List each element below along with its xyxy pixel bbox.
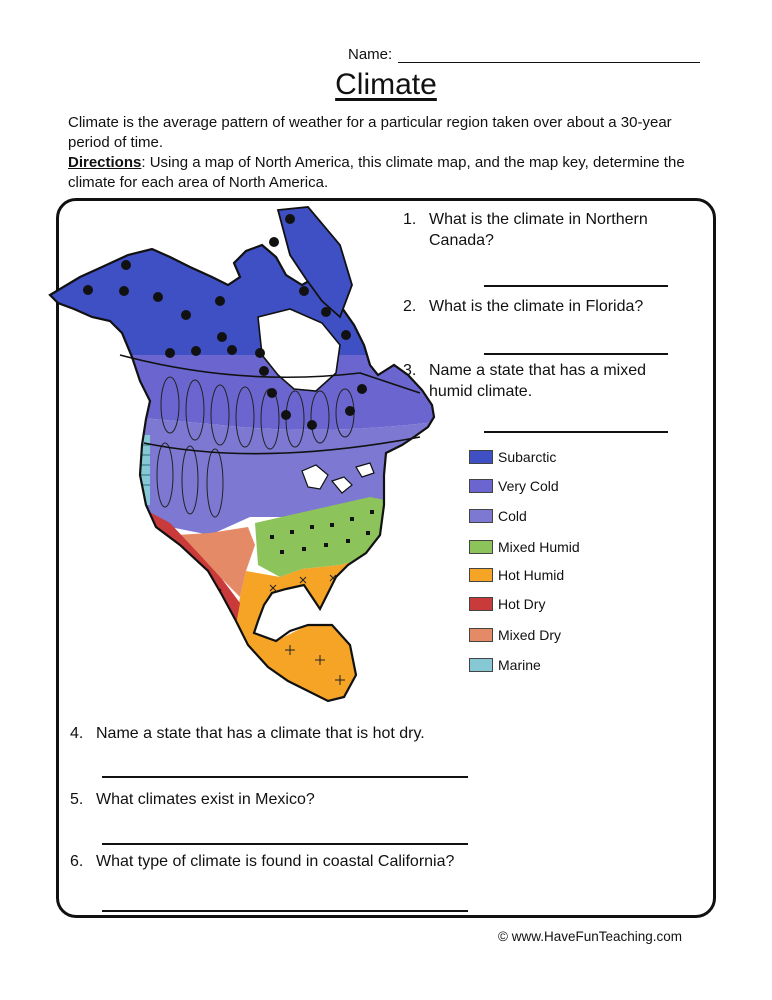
legend-hot-humid-label: Hot Humid xyxy=(498,567,565,583)
legend-hot-dry xyxy=(469,595,545,613)
legend-very-cold-label: Very Cold xyxy=(498,478,559,494)
legend-marine-swatch xyxy=(469,658,493,672)
name-label: Name: xyxy=(348,46,393,63)
legend-hot-humid-swatch xyxy=(469,568,493,582)
question-5-text: What climates exist in Mexico? xyxy=(96,791,315,808)
copyright: © www.HaveFunTeaching.com xyxy=(498,929,683,944)
legend-mixed-dry xyxy=(469,626,561,644)
legend-hot-humid xyxy=(469,566,564,584)
legend-mixed-dry-label: Mixed Dry xyxy=(498,627,562,643)
question-1-text-cont: Canada? xyxy=(429,232,494,249)
answer-line-4[interactable] xyxy=(102,776,468,778)
question-1 xyxy=(403,209,703,251)
question-5-number: 5. xyxy=(70,791,84,808)
question-6-number: 6. xyxy=(70,853,84,870)
question-4 xyxy=(70,723,630,744)
legend-mixed-humid xyxy=(469,538,580,556)
question-6 xyxy=(70,851,670,872)
question-4-text: Name a state that has a climate that is hot dry. xyxy=(96,725,425,742)
legend-cold xyxy=(469,507,527,525)
question-4-number: 4. xyxy=(70,725,84,742)
legend-hot-dry-label: Hot Dry xyxy=(498,596,546,612)
region-very-cold xyxy=(40,355,450,430)
legend-cold-label: Cold xyxy=(498,508,527,524)
legend-mixed-dry-swatch xyxy=(469,628,493,642)
climate-map xyxy=(40,205,450,705)
legend-subarctic-label: Subarctic xyxy=(498,449,557,465)
name-field-line[interactable] xyxy=(398,46,700,63)
answer-line-6[interactable] xyxy=(102,910,468,912)
region-subarctic xyxy=(40,205,450,380)
question-3 xyxy=(403,360,703,402)
directions xyxy=(68,153,708,193)
question-2-number: 2. xyxy=(403,298,417,315)
question-5 xyxy=(70,789,630,810)
answer-line-2[interactable] xyxy=(484,353,668,355)
question-3-number: 3. xyxy=(403,362,417,379)
intro-text: Climate is the average pattern of weather for a particular region taken over about a 30-year period of time. xyxy=(68,114,672,151)
legend-cold-swatch xyxy=(469,509,493,523)
intro-paragraph xyxy=(68,113,708,193)
legend-marine xyxy=(469,656,541,674)
question-2 xyxy=(403,296,703,317)
question-2-text: What is the climate in Florida? xyxy=(429,298,644,315)
name-row xyxy=(348,46,700,63)
question-3-text-cont: humid climate. xyxy=(429,383,533,400)
directions-label: Directions xyxy=(68,154,142,171)
legend-mixed-humid-label: Mixed Humid xyxy=(498,539,580,555)
answer-line-3[interactable] xyxy=(484,431,668,433)
legend-marine-label: Marine xyxy=(498,657,541,673)
question-3-text: Name a state that has a mixed xyxy=(429,362,646,379)
question-1-number: 1. xyxy=(403,211,417,228)
page-title: Climate xyxy=(335,68,437,101)
answer-line-5[interactable] xyxy=(102,843,468,845)
answer-line-1[interactable] xyxy=(484,285,668,287)
region-cold xyxy=(40,410,450,535)
directions-text: : Using a map of North America, this climate map, and the map key, determine the climate for each area of North America. xyxy=(68,154,685,191)
legend-mixed-humid-swatch xyxy=(469,540,493,554)
legend-very-cold xyxy=(469,477,559,495)
legend-very-cold-swatch xyxy=(469,479,493,493)
legend-hot-dry-swatch xyxy=(469,597,493,611)
question-1-text: What is the climate in Northern xyxy=(429,211,648,228)
question-6-text: What type of climate is found in coastal California? xyxy=(96,853,455,870)
legend-subarctic xyxy=(469,448,556,466)
legend-subarctic-swatch xyxy=(469,450,493,464)
